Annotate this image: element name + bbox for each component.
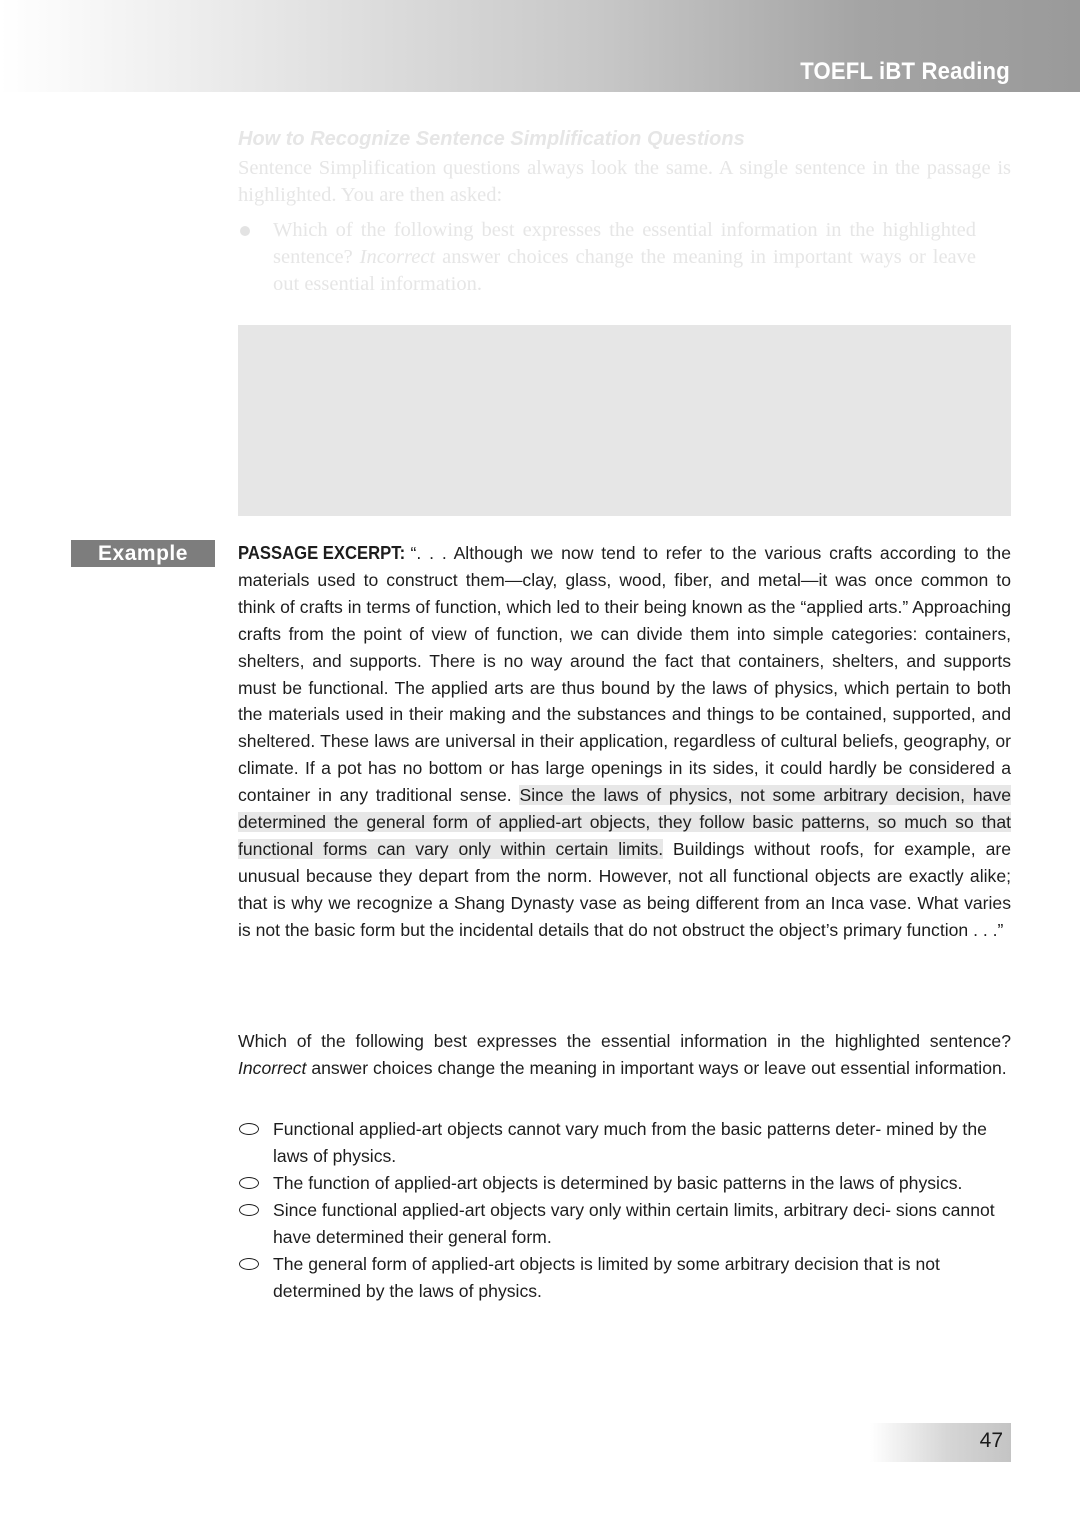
- example-label: Example: [71, 540, 215, 567]
- answer-option-text: Since functional applied-art objects vary only within certain limits, arbitrary deci- sions cannot have determined their general form.: [273, 1200, 995, 1247]
- radio-oval-icon[interactable]: [239, 1204, 259, 1216]
- answer-options: [238, 1116, 1011, 1305]
- radio-oval-icon[interactable]: [239, 1123, 259, 1135]
- answer-option[interactable]: [238, 1197, 1011, 1251]
- highlighted-sentence: Since the laws of physics, not some arbitrary decision, have determined the general form of applied-art objects, they follow basic patterns, so much so that functional forms can vary only within certain limits.: [238, 785, 1011, 859]
- bullet-text: Which of the following best expresses the essential information in the highlighted sentence? Incorrect answer choices change the meaning in important ways or leave out essential information.: [273, 219, 976, 295]
- passage-lead: PASSAGE EXCERPT:: [238, 542, 406, 563]
- running-header-title: TOEFL iBT Reading: [800, 58, 1010, 85]
- radio-oval-icon[interactable]: [239, 1177, 259, 1189]
- answer-option-text: The general form of applied-art objects is limited by some arbitrary decision that is not determined by the laws of physics.: [273, 1254, 940, 1301]
- answer-option[interactable]: [238, 1116, 1011, 1170]
- page-number-band: [870, 1423, 1011, 1462]
- bullet-dot-icon: [240, 226, 250, 236]
- header-band: [0, 0, 1080, 92]
- section-bullet: [238, 217, 1011, 298]
- passage-text-before: “. . . Although we now tend to refer to the various crafts according to the materials used to construct them—clay, glass, wood, fiber, and metal—it was once common to think of crafts in terms of function, which led to their being known as the “applied arts.” Approaching crafts from the point of view of function, we can divide them into simple categories: containers, shelters, and supports. There is no way around the fact that containers, shelters, and supports must be functional. The applied arts are thus bound by the laws of physics, which pertain to both the materials used in their making and the substances and things to be contained, supported, and sheltered. These laws are universal in their application, regardless of cultural beliefs, geography, or climate. If a pot has no bottom or has large openings in its sides, it could hardly be considered a container in any traditional sense.: [238, 543, 1011, 806]
- answer-option[interactable]: [238, 1251, 1011, 1305]
- answer-option[interactable]: [238, 1170, 1011, 1197]
- question-prompt: Which of the following best expresses the essential information in the highlighted sentence? Incorrect answer choices change the meaning in important ways or leave out essential information.: [238, 1031, 1011, 1078]
- section-body: Sentence Simplification questions always look the same. A single sentence in the passage is highlighted. You are then asked:: [238, 157, 1011, 206]
- answer-option-text: The function of applied-art objects is determined by basic patterns in the laws of physics.: [273, 1173, 963, 1193]
- passage-text-after: Buildings without roofs, for example, are unusual because they depart from the norm. However, not all functional objects are exactly alike; that is why we recognize a Shang Dynasty vase as being different from an Inca vase. What varies is not the basic form but the incidental details that do not obstruct the object’s primary function . . .”: [238, 838, 1011, 940]
- radio-oval-icon[interactable]: [239, 1258, 259, 1270]
- answer-option-text: Functional applied-art objects cannot vary much from the basic patterns deter- mined by the laws of physics.: [273, 1119, 987, 1166]
- section-heading: How to Recognize Sentence Simplification Questions: [238, 128, 745, 150]
- passage-excerpt: [238, 540, 1011, 944]
- page-number: 47: [979, 1429, 1003, 1452]
- tip-box: [238, 325, 1011, 516]
